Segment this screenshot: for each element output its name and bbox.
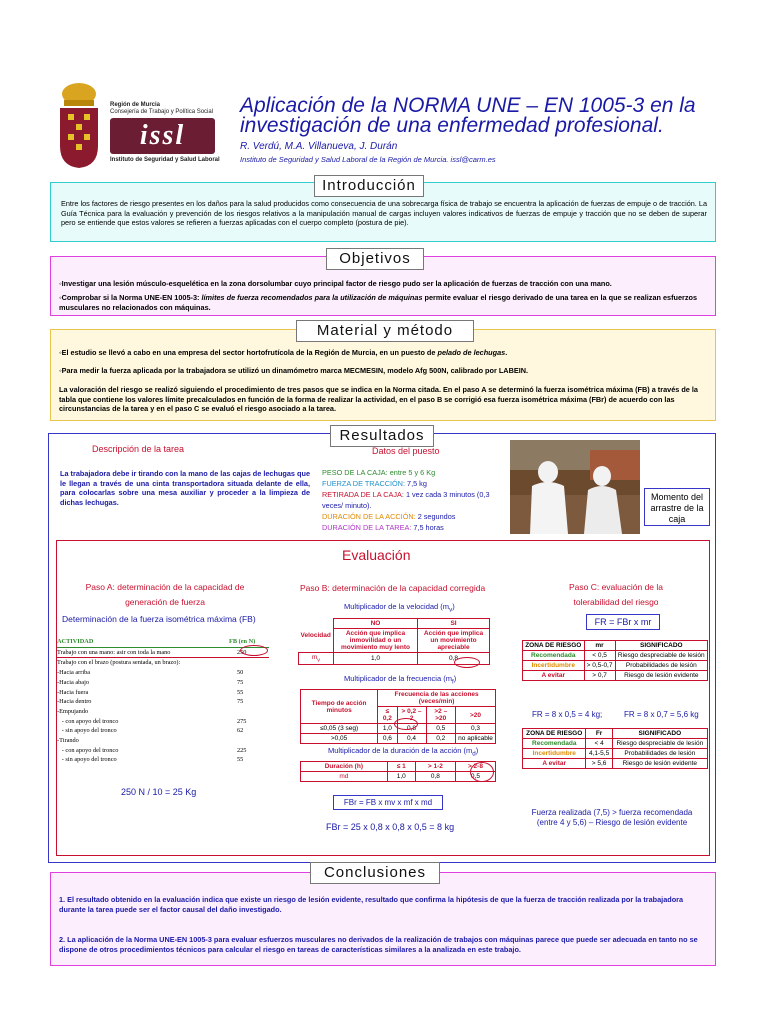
pasoA-row — [57, 736, 269, 746]
mf-title: Multiplicador de la frecuencia $(m_f)$ — [344, 674, 457, 686]
pasoA-activity: -Tirando — [57, 737, 79, 745]
formula-result: FBr = 25 x 0,8 x 0,8 x 0,5 = 8 kg — [326, 822, 455, 832]
pasoA-activity: Trabajo con una mano: asir con toda la mano — [57, 648, 171, 656]
pasoA-row — [57, 668, 269, 678]
desc-text: La trabajadora debe ir tirando con la mano de las cajas de lechugas que le llegan a través de una cinta transportadora situada delante de ella, para colocarlas sobre una mesa auxiliar y proceder a la limpieza de dichas lechugas. — [60, 469, 310, 507]
pasoC-formula: FR = FBr x mr — [586, 614, 660, 630]
dato-duracion-tarea: DURACIÓN DE LA TAREA: 7,5 horas — [322, 523, 444, 532]
pasoA-row — [57, 648, 269, 659]
mf-circle — [394, 718, 418, 730]
pasoA-row — [57, 755, 269, 765]
intro-text: Entre los factores de riesgo presentes en los daños para la salud producidos como consecuencia de una sobrecarga física de trabajo se encuentra la aplicación de fuerzas de empuje o de tracción. La Guía Técnica para la evaluación y prevención de los riesgos relativos a la manipulación manual de cargas incluyen valores indicativos de fuerzas de empuje y tracción que no se deben de superar pero se entiende que estos valores se refieren a fuerzas aplicadas con el cuerpo completo (postura de pie). — [61, 199, 707, 227]
pasoA-activity: - sin apoyo del tronco — [57, 727, 117, 735]
pasoA-rows — [57, 648, 269, 765]
mv-row-label: Velocidad — [300, 631, 331, 639]
pasoA-activity: -Hacia arriba — [57, 669, 91, 677]
pasoA-activity: - con apoyo del tronco — [57, 746, 119, 754]
pasoA-value: 75 — [237, 678, 244, 686]
mv-title: Multiplicador de la velocidad $(m_v)$ — [344, 602, 455, 614]
objetivo-1: ◦Investigar una lesión músculo-esquelética en la zona dorsolumbar cuyo principal factor de riesgo pudo ser la aplicación de fuerzas de tracción con una mano. — [59, 279, 612, 288]
pasoA-subtitle: Determinación de la fuerza isométrica máxima (FB) — [62, 614, 256, 624]
pasoA-row — [57, 697, 269, 707]
dato-peso: PESO DE LA CAJA: entre 5 y 6 Kg — [322, 468, 436, 477]
pasoA-activity: -Hacia fuera — [57, 688, 89, 696]
pasoA-value: 55 — [237, 756, 244, 764]
pasoA-activity: - con apoyo del tronco — [57, 717, 119, 725]
pasoA-row — [57, 746, 269, 756]
c2-table: ZONA DE RIESGO Fr SIGNIFICADO Recomendada < 4 Riesgo despreciable de lesión Incertidumbre 4,1-5,5 Probabilidades de lesión A evitar > 5,6 Riesgo de lesión evidente — [522, 728, 708, 769]
objetivo-2: ◦Comprobar si la Norma UNE-EN 1005-3: límites de fuerza recomendados para la utilización de máquinas permite evaluar el riesgo derivado de una tarea en la que se realizan esfuerzos musculares no relacionados con máquinas. — [59, 293, 698, 312]
issl-caption: Instituto de Seguridad y Salud Laboral — [110, 157, 220, 163]
material-title: Material y método — [296, 320, 474, 342]
md-title: Multiplicador de la duración de la acción $(m_d)$ — [328, 746, 479, 758]
pasoB-title: Paso B: determinación de la capacidad corregida — [300, 583, 486, 593]
pasoA-value: 275 — [237, 717, 247, 725]
pasoA-circle — [240, 645, 268, 656]
pasoA-value: 62 — [237, 727, 244, 735]
material-section — [50, 329, 716, 421]
pasoA-value: 50 — [237, 669, 244, 677]
conclusion-2: 2. La aplicación de la Norma UNE-EN 1005-3 para evaluar esfuerzos musculares no derivados de la realización de trabajos con máquinas parece que puede ser adecuada en tanto no se dispone de otros procedimientos técnicos para calcular el riesgo en tareas de características similares a la analizada en este trabajo. — [59, 935, 698, 954]
c-mid-1: FR = 8 x 0,5 = 4 kg; — [532, 710, 603, 719]
c-final: Fuerza realizada (7,5) > fuerza recomendada (entre 4 y 5,6) – Riesgo de lesión evidente — [531, 808, 693, 827]
pasoC-title: Paso C: evaluación de la tolerabilidad del riesgo — [568, 582, 664, 607]
institution: Instituto de Seguridad y Salud Laboral de la Región de Murcia. issl@carm.es — [240, 155, 496, 164]
dato-duracion-accion: DURACIÓN DE LA ACCIÓN: 2 segundos — [322, 512, 456, 521]
md-table: Duración (h) ≤ 1 > 1-2 > 2-8 md 1,0 0,8 0,5 — [300, 761, 496, 782]
md-circle — [470, 762, 494, 782]
c1-table: ZONA DE RIESGO mr SIGNIFICADO Recomendada < 0,5 Riesgo despreciable de lesión Incertidumbre > 0,5-0,7 Probabilidades de lesión A evitar > 0,7 Riesgo de lesión evidente — [522, 640, 708, 681]
pasoA-activity: Trabajo con el brazo (postura sentada, un brazo): — [57, 659, 181, 667]
pasoA-activity: - sin apoyo del tronco — [57, 756, 117, 764]
dato-fuerza: FUERZA DE TRACCIÓN: 7,5 kg — [322, 479, 427, 488]
conclusion-1: 1. El resultado obtenido en la evaluación indica que existe un riesgo de lesión evidente, resultado que confirma la hipótesis de que la fuerza de tracción realizada por la trabajadora durante la tarea puede ser el factor causal del daño investigado. — [59, 895, 684, 914]
pasoA-table: ACTIVIDAD FB (en N) Trabajo con una mano: asir con toda la mano 250 Trabajo con el brazo (postura sentada, un brazo): -Hacia arriba 50 -Hacia abajo 75 -Hacia fuera 55 -Hacia dentro 75 -Empujando - con apoyo del tronco 275 - sin apoyo del tronco 62 -Tirando - con apoyo del tronco 225 - sin apoyo del tronco 55 — [57, 637, 269, 765]
pasoA-row — [57, 707, 269, 717]
pasoA-row — [57, 717, 269, 727]
mv-circle — [454, 657, 480, 668]
mv-m-label: $m_v$ — [299, 653, 334, 665]
evaluacion-title: Evaluación — [342, 547, 411, 563]
mv-table: Velocidad NO SI Acción que implica inmovilidad o un movimiento muy lento Acción que implica un movimiento apreciable $m_v$ 1,0 0,8 — [298, 618, 490, 665]
pasoA-title: Paso A: determinación de la capacidad de generación de fuerza — [85, 582, 245, 607]
pasoA-row — [57, 678, 269, 688]
material-p3: La valoración del riesgo se realizó siguiendo el procedimiento de tres pasos que se indica en la Norma citada. En el paso A se determinó la fuerza isométrica máxima (FB) a través de la tabla que contiene los valores límite precalculados en función de la forma de realizar la actividad, en el paso B se corrigió esa fuerza isométrica máxima (FBr) de acuerdo con las circunstancias de la tarea y en el paso C se evaluó el riesgo asociado a la tarea. — [59, 385, 698, 413]
authors: R. Verdú, M.A. Villanueva, J. Durán — [240, 141, 398, 152]
page-title: Aplicación de la NORMA UNE – EN 1005-3 en la investigación de una enfermedad profesional. — [240, 94, 696, 137]
datos-title: Datos del puesto — [372, 446, 440, 456]
resultados-title: Resultados — [330, 425, 434, 447]
c-mid-2: FR = 8 x 0,7 = 5,6 kg — [624, 710, 699, 719]
pasoA-value: 225 — [237, 746, 247, 754]
workers-photo — [510, 440, 640, 534]
pasoA-value: 55 — [237, 688, 244, 696]
mf-table: Tiempo de acción minutos Frecuencia de las acciones (veces/min) ≤ 0,2 > 0,2 – 2 >2 – >20 >20 ≤0,05 (3 seg) 1,0 0,8 0,5 0,3 >0,05 0,6 0,4 0,2 no aplicable — [300, 689, 496, 744]
intro-title: Introducción — [314, 175, 424, 197]
desc-title: Descripción de la tarea — [92, 444, 185, 454]
header-logos — [56, 80, 221, 172]
conclusiones-section — [50, 872, 716, 966]
pasoA-activity: -Empujando — [57, 707, 89, 715]
pasoA-activity: -Hacia dentro — [57, 698, 92, 706]
pasoA-value: 250 — [237, 648, 247, 656]
pasoA-row — [57, 658, 269, 668]
formula-box: FBr = FB x mv x mf x md — [333, 795, 443, 810]
issl-logo: issl — [110, 118, 215, 154]
momento-caption: Momento del arrastre de la caja — [644, 488, 710, 526]
datos-list — [322, 467, 512, 533]
region-label: Región de Murcia Consejería de Trabajo y Política Social — [110, 102, 214, 115]
dato-retirada: RETIRADA DE LA CAJA: 1 vez cada 3 minutos (0,3 veces/ minuto). — [322, 490, 490, 510]
pasoA-row — [57, 688, 269, 698]
pasoA-result: 250 N / 10 = 25 Kg — [121, 787, 197, 797]
material-p2: ◦Para medir la fuerza aplicada por la trabajadora se utilizó un dinamómetro marca MECMESIN, modelo Afg 500N, calibrado por LABEIN. — [59, 366, 529, 375]
pasoA-activity: -Hacia abajo — [57, 678, 89, 686]
material-p1: ◦El estudio se llevó a cabo en una empresa del sector hortofrutícola de la Región de Murcia, en un puesto de pelado de lechugas. — [59, 348, 508, 357]
coat-of-arms-icon — [56, 80, 102, 170]
pasoA-value: 75 — [237, 698, 244, 706]
pasoA-row — [57, 726, 269, 736]
conclusiones-title: Conclusiones — [310, 862, 440, 884]
objetivos-title: Objetivos — [326, 248, 424, 270]
